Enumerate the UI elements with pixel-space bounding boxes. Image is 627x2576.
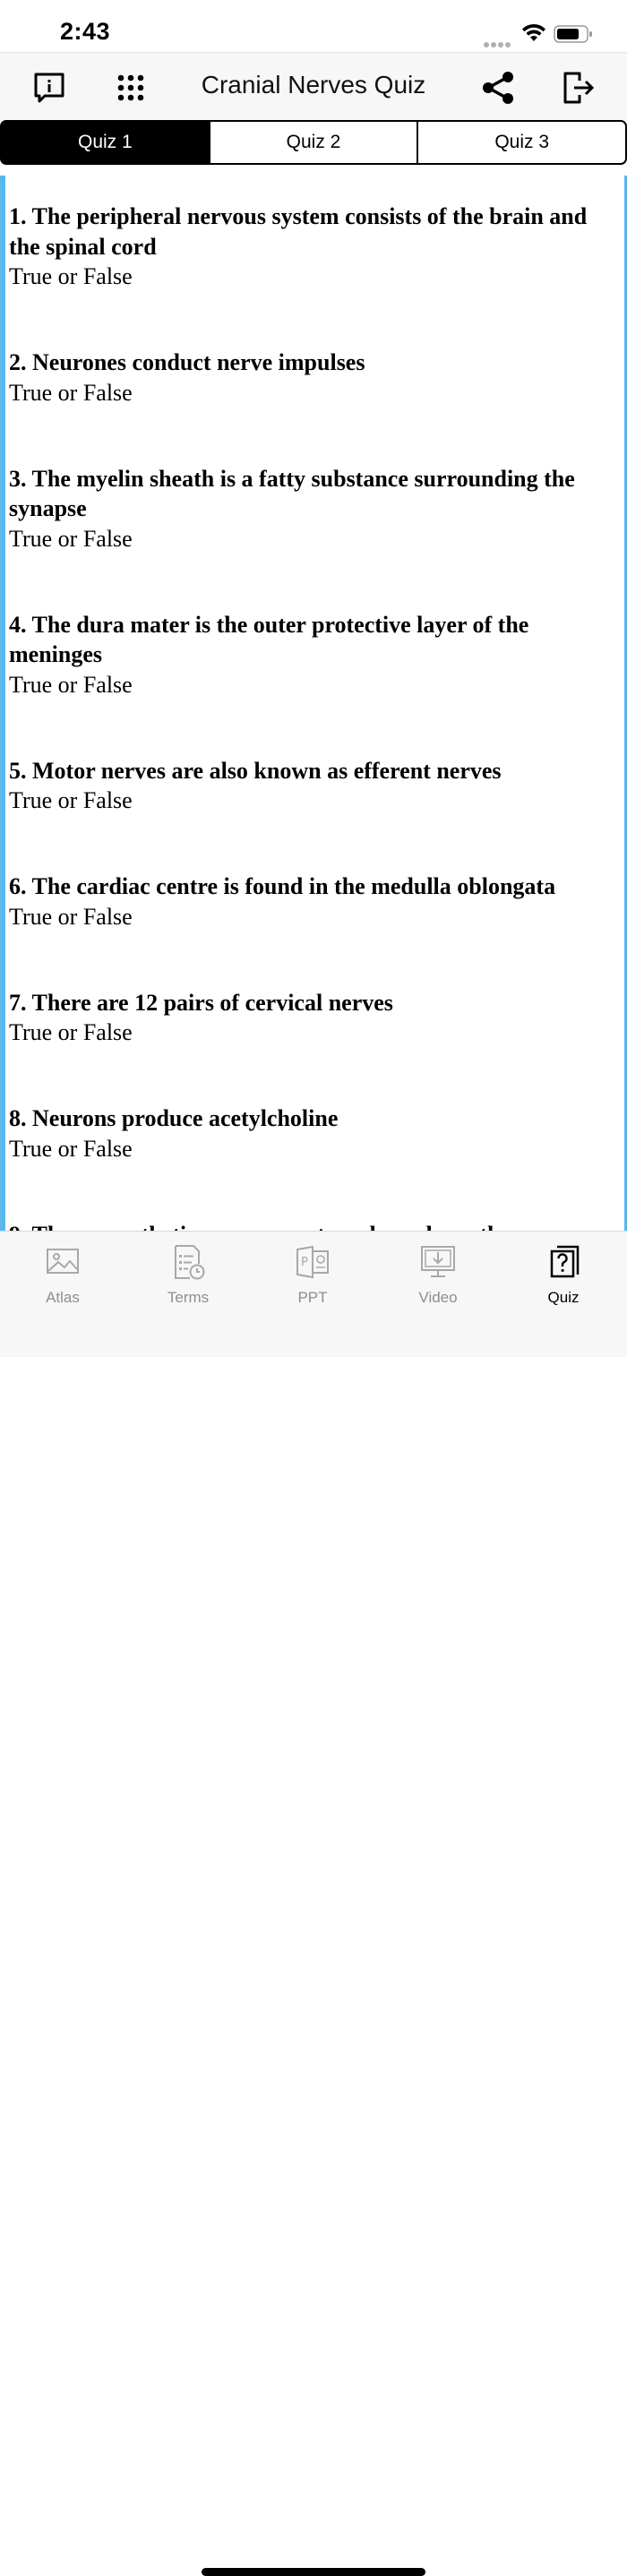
- question-text: 8. Neurons produce acetylcholine: [9, 1105, 339, 1131]
- answer-prompt[interactable]: True or False: [9, 263, 133, 289]
- tab-quiz-2[interactable]: Quiz 2: [209, 122, 417, 163]
- toolbar: [0, 52, 627, 120]
- bottom-tab-bar: [0, 1231, 627, 1357]
- status-time: 2:43: [60, 18, 111, 45]
- svg-text:P: P: [301, 1256, 308, 1269]
- question-item: [9, 610, 618, 700]
- tab-label: Terms: [167, 1289, 210, 1306]
- tab-ppt[interactable]: [268, 1244, 357, 1309]
- image-icon: [45, 1244, 81, 1280]
- content-left-border: [0, 176, 5, 1231]
- answer-prompt[interactable]: True or False: [9, 1019, 133, 1045]
- question-text: 7. There are 12 pairs of cervical nerves: [9, 989, 393, 1016]
- tab-quiz-3[interactable]: Quiz 3: [417, 122, 625, 163]
- grid-icon[interactable]: [112, 69, 150, 107]
- quiz-content: [0, 176, 627, 1231]
- question-item: [9, 1103, 618, 1163]
- wifi-icon: [520, 21, 547, 43]
- tab-atlas[interactable]: [18, 1244, 107, 1309]
- info-icon[interactable]: [30, 69, 68, 107]
- answer-prompt[interactable]: True or False: [9, 903, 133, 930]
- tab-label: Atlas: [46, 1289, 80, 1306]
- home-indicator[interactable]: [202, 2568, 425, 2576]
- question-text: 4. The dura mater is the outer protective layer of the meninges: [9, 611, 529, 667]
- question-item: [9, 202, 618, 291]
- share-icon[interactable]: [479, 69, 517, 107]
- powerpoint-icon: [295, 1244, 331, 1280]
- tab-label: Quiz: [547, 1289, 580, 1306]
- tab-video[interactable]: [393, 1244, 483, 1309]
- tab-terms[interactable]: [143, 1244, 233, 1309]
- question-text: 5. Motor nerves are also known as efferent nerves: [9, 757, 502, 784]
- question-item: [9, 988, 618, 1048]
- question-item: [9, 348, 618, 408]
- tab-label: PPT: [297, 1289, 328, 1306]
- question-text: 1. The peripheral nervous system consists of the brain and the spinal cord: [9, 203, 588, 260]
- tab-label: Video: [418, 1289, 458, 1306]
- cellular-signal-icon: [484, 36, 514, 43]
- quiz-icon: [545, 1244, 581, 1280]
- tab-quiz[interactable]: [519, 1244, 608, 1309]
- page-title: Cranial Nerves Quiz: [201, 71, 426, 99]
- video-download-icon: [420, 1244, 456, 1280]
- answer-prompt[interactable]: True or False: [9, 379, 133, 406]
- question-text: 6. The cardiac centre is found in the medulla oblongata: [9, 873, 556, 899]
- answer-prompt[interactable]: True or False: [9, 1135, 133, 1162]
- question-list: [9, 202, 618, 1306]
- question-item: [9, 872, 618, 932]
- question-text: 2. Neurones conduct nerve impulses: [9, 349, 365, 375]
- question-item: [9, 464, 618, 554]
- quiz-segmented-control: [0, 120, 627, 165]
- document-clock-icon: [170, 1244, 206, 1280]
- answer-prompt[interactable]: True or False: [9, 787, 133, 813]
- exit-icon[interactable]: [559, 69, 597, 107]
- answer-prompt[interactable]: True or False: [9, 525, 133, 552]
- tab-quiz-1[interactable]: Quiz 1: [2, 122, 209, 163]
- status-bar: [0, 0, 627, 52]
- answer-prompt[interactable]: True or False: [9, 671, 133, 698]
- question-item: [9, 756, 618, 816]
- battery-icon: [554, 24, 593, 44]
- question-text: 3. The myelin sheath is a fatty substance surrounding the synapse: [9, 465, 575, 521]
